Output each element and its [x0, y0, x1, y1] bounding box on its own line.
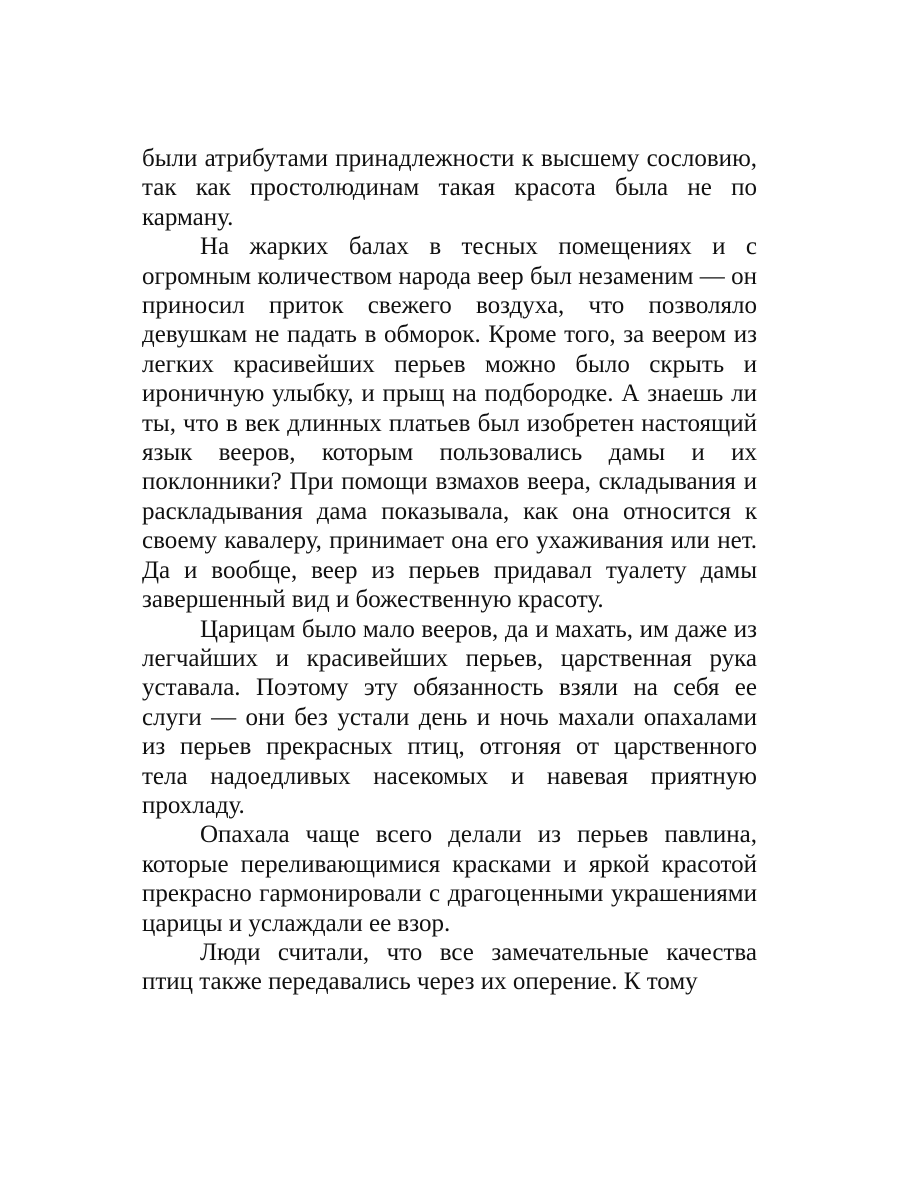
- paragraph-4: Опахала чаще всего делали из перьев павлина, которые переливающимися красками и яркой красотой прекрасно гармонировали с драгоценными украшениями царицы и услаждали ее взор.: [142, 821, 757, 937]
- paragraph-5: Люди считали, что все замечательные качества птиц также передавались через их оперение. К тому: [142, 938, 757, 996]
- paragraph-3: Царицам было мало вееров, да и махать, им даже из легчайших и красивейших перьев, царственная рука уставала. Поэтому эту обязанность взяли на себя ее слуги — они без устали день и ночь махали опахалами из перьев прекрасных птиц, отгоняя от царственного тела надоедливых насекомых и навевая приятную прохладу.: [142, 615, 757, 819]
- book-page-text: [142, 144, 757, 997]
- paragraph-2: На жарких балах в тесных помещениях и с огромным количеством народа веер был незаменим — он приносил приток свежего воздуха, что позволяло девушкам не падать в обморок. Кроме того, за веером из легких красивейших перьев можно было скрыть и ироничную улыбку, и прыщ на подбородке. А знаешь ли ты, что в век длинных платьев был изобретен настоящий язык вееров, которым пользовались дамы и их поклонники? При помощи взмахов веера, складывания и раскладывания дама показывала, как она относится к своему кавалеру, принимает она его ухаживания или нет. Да и вообще, веер из перьев придавал туалету дамы завершенный вид и божественную красоту.: [142, 233, 757, 614]
- paragraph-1: были атрибутами принадлежности к высшему сословию, так как простолюдинам такая красота была не по карману.: [142, 145, 757, 231]
